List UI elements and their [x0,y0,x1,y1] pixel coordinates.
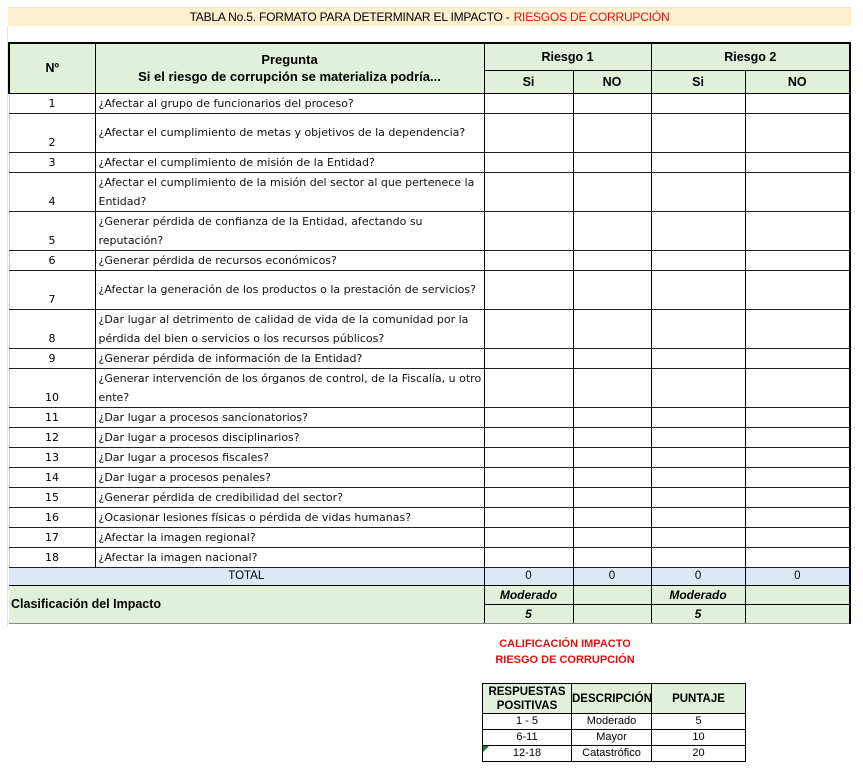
risk-2-yes-cell[interactable] [651,152,745,172]
risk-1-no-classification-empty [573,585,651,604]
question-number: 12 [9,427,95,447]
risk-1-yes-cell[interactable] [484,368,573,407]
risk-2-no-cell[interactable] [745,152,850,172]
risk-1-no-cell[interactable] [573,211,651,250]
question-row [9,467,850,487]
question-row [9,211,850,250]
calificacion-title-line-1: CALIFICACIÓN IMPACTO [499,638,631,650]
question-text: ¿Dar lugar a procesos penales? [95,467,484,487]
question-text: ¿Generar pérdida de información de la Entidad? [95,348,484,368]
risk-1-no-cell[interactable] [573,152,651,172]
risk-2-no-cell[interactable] [745,250,850,270]
risk-1-no-cell[interactable] [573,507,651,527]
calificacion-body [483,714,746,762]
cal-score: 5 [652,714,746,730]
question-number: 7 [9,270,95,309]
risk-1-no-cell[interactable] [573,309,651,348]
question-number: 9 [9,348,95,368]
risk-1-yes-cell[interactable] [484,172,573,211]
cal-score: 10 [652,730,746,746]
risk-2-yes-cell[interactable] [651,211,745,250]
risk-2-no-cell[interactable] [745,309,850,348]
question-row [9,407,850,427]
risk-2-yes-cell[interactable] [651,427,745,447]
table-title-banner [8,7,851,26]
column-header-risk-1: Riesgo 1 [484,43,651,70]
question-row [9,348,850,368]
risk-1-yes-cell[interactable] [484,547,573,567]
question-text: ¿Afectar el cumplimiento de la misión del sector al que pertenece la Entidad? [95,172,484,211]
risk-2-no-cell[interactable] [745,407,850,427]
question-number: 8 [9,309,95,348]
risk-2-classification-level: Moderado [651,585,745,604]
cal-range: 12-18 [483,746,572,762]
question-row [9,250,850,270]
total-row [9,567,850,585]
risk-2-yes-cell[interactable] [651,467,745,487]
question-text: ¿Dar lugar a procesos sancionatorios? [95,407,484,427]
risk-1-yes-cell[interactable] [484,93,573,113]
risk-1-yes-header: Si [484,70,573,93]
risk-2-no-cell[interactable] [745,427,850,447]
risk-1-yes-cell[interactable] [484,467,573,487]
risk-1-no-cell[interactable] [573,348,651,368]
risk-1-no-cell[interactable] [573,93,651,113]
risk-2-no-cell[interactable] [745,211,850,250]
cal-header-score: PUNTAJE [652,684,746,714]
risk-2-yes-cell[interactable] [651,348,745,368]
question-text: ¿Generar pérdida de credibilidad del sector? [95,487,484,507]
risk-1-no-cell[interactable] [573,467,651,487]
risk-1-no-cell[interactable] [573,427,651,447]
question-text: ¿Afectar el cumplimiento de metas y objetivos de la dependencia? [95,113,484,152]
question-text: ¿Afectar al grupo de funcionarios del proceso? [95,93,484,113]
risk-1-no-header: NO [573,70,651,93]
question-text: ¿Afectar la generación de los productos o la prestación de servicios? [95,270,484,309]
cal-score: 20 [652,746,746,762]
risk-2-no-cell[interactable] [745,93,850,113]
classification-level-row [9,585,850,604]
risk-2-no-cell[interactable] [745,270,850,309]
risk-2-no-cell[interactable] [745,467,850,487]
risk-2-yes-cell[interactable] [651,527,745,547]
question-text: ¿Dar lugar a procesos fiscales? [95,447,484,467]
risk-1-no-cell[interactable] [573,172,651,211]
risk-1-no-cell[interactable] [573,447,651,467]
risk-1-yes-cell[interactable] [484,113,573,152]
classification-label: Clasificación del Impacto [9,585,484,623]
question-row [9,93,850,113]
question-number: 1 [9,93,95,113]
question-number: 11 [9,407,95,427]
question-row [9,152,850,172]
risk-2-no-cell[interactable] [745,487,850,507]
risk-2-yes-cell[interactable] [651,407,745,427]
risk-1-no-cell[interactable] [573,368,651,407]
risk-1-classification-level: Moderado [484,585,573,604]
calificacion-impacto-table [482,683,746,762]
risk-2-yes-cell[interactable] [651,447,745,467]
questions-body [9,93,850,567]
question-row [9,527,850,547]
risk-2-yes-cell[interactable] [651,507,745,527]
cal-description: Mayor [572,730,652,746]
question-text: ¿Dar lugar al detrimento de calidad de vida de la comunidad por la pérdida del bien o servicios o los recursos públicos? [95,309,484,348]
risk-1-yes-cell[interactable] [484,348,573,368]
cal-description: Catastrófico [572,746,652,762]
question-row [9,427,850,447]
risk-1-yes-cell[interactable] [484,447,573,467]
calificacion-row [483,730,746,746]
question-row [9,487,850,507]
question-text: ¿Generar pérdida de recursos económicos? [95,250,484,270]
risk-1-yes-cell[interactable] [484,527,573,547]
question-row [9,270,850,309]
question-row [9,368,850,407]
risk-1-no-cell[interactable] [573,527,651,547]
risk-2-yes-cell[interactable] [651,270,745,309]
risk-2-classification-score: 5 [651,604,745,623]
risk-2-no-cell[interactable] [745,447,850,467]
risk-1-yes-cell[interactable] [484,407,573,427]
question-number: 3 [9,152,95,172]
question-text: ¿Generar pérdida de confianza de la Entidad, afectando su reputación? [95,211,484,250]
risk-2-yes-cell[interactable] [651,368,745,407]
risk-2-yes-cell[interactable] [651,547,745,567]
question-number: 2 [9,113,95,152]
cal-header-description: DESCRIPCIÓN [572,684,652,714]
question-number: 13 [9,447,95,467]
risk-2-yes-cell[interactable] [651,487,745,507]
risk-2-no-cell[interactable] [745,172,850,211]
risk-1-yes-cell[interactable] [484,487,573,507]
column-header-number: Nº [9,43,95,93]
risk-2-no-classification-empty [745,585,850,604]
cal-range: 1 - 5 [483,714,572,730]
impact-questionnaire-table [8,42,851,624]
column-header-risk-2: Riesgo 2 [651,43,850,70]
calificacion-title [470,636,660,668]
risk-1-no-score-empty [573,604,651,623]
question-row [9,309,850,348]
question-number: 14 [9,467,95,487]
risk-1-yes-cell[interactable] [484,309,573,348]
risk-2-no-header: NO [745,70,850,93]
risk-2-yes-cell[interactable] [651,113,745,152]
question-number: 4 [9,172,95,211]
risk-1-yes-cell[interactable] [484,427,573,447]
risk-2-yes-cell[interactable] [651,250,745,270]
calificacion-title-line-2: RIESGO DE CORRUPCIÓN [495,654,635,666]
question-row [9,507,850,527]
title-highlight: RIESGOS DE CORRUPCIÓN [513,10,670,24]
cal-range: 6-11 [483,730,572,746]
risk-1-yes-cell[interactable] [484,250,573,270]
total-risk-2-yes: 0 [651,567,745,585]
risk-2-yes-header: Si [651,70,745,93]
risk-1-no-cell[interactable] [573,250,651,270]
question-header-title: Pregunta [261,52,318,68]
risk-2-no-cell[interactable] [745,348,850,368]
title-text: TABLA No.5. FORMATO PARA DETERMINAR EL IMPACTO - [189,10,510,24]
question-text: ¿Ocasionar lesiones físicas o pérdida de vidas humanas? [95,507,484,527]
risk-2-yes-cell[interactable] [651,309,745,348]
risk-1-no-cell[interactable] [573,547,651,567]
total-label: TOTAL [9,567,484,585]
risk-1-no-cell[interactable] [573,407,651,427]
question-number: 18 [9,547,95,567]
risk-1-yes-cell[interactable] [484,507,573,527]
calificacion-row [483,746,746,762]
column-header-question [95,43,484,93]
risk-2-no-cell[interactable] [745,368,850,407]
risk-1-no-cell[interactable] [573,487,651,507]
risk-2-yes-cell[interactable] [651,172,745,211]
question-number: 6 [9,250,95,270]
question-row [9,172,850,211]
risk-2-yes-cell[interactable] [651,93,745,113]
question-number: 15 [9,487,95,507]
question-text: ¿Afectar el cumplimiento de misión de la Entidad? [95,152,484,172]
total-risk-1-no: 0 [573,567,651,585]
risk-2-no-cell[interactable] [745,113,850,152]
question-number: 10 [9,368,95,407]
question-row [9,113,850,152]
cal-header-positive-responses: RESPUESTAS POSITIVAS [483,684,572,714]
question-row [9,447,850,467]
question-number: 5 [9,211,95,250]
cal-description: Moderado [572,714,652,730]
risk-2-no-score-empty [745,604,850,623]
question-text: ¿Dar lugar a procesos disciplinarios? [95,427,484,447]
total-risk-2-no: 0 [745,567,850,585]
risk-1-no-cell[interactable] [573,270,651,309]
risk-1-yes-cell[interactable] [484,211,573,250]
calificacion-row [483,714,746,730]
risk-1-classification-score: 5 [484,604,573,623]
risk-1-yes-cell[interactable] [484,270,573,309]
total-risk-1-yes: 0 [484,567,573,585]
risk-2-no-cell[interactable] [745,507,850,527]
question-text: ¿Afectar la imagen nacional? [95,547,484,567]
question-row [9,547,850,567]
risk-2-no-cell[interactable] [745,527,850,547]
question-number: 17 [9,527,95,547]
risk-2-no-cell[interactable] [745,547,850,567]
question-text: ¿Generar intervención de los órganos de control, de la Fiscalía, u otro ente? [95,368,484,407]
question-number: 16 [9,507,95,527]
question-text: ¿Afectar la imagen regional? [95,527,484,547]
cell-comment-indicator-icon [483,746,489,752]
risk-1-no-cell[interactable] [573,113,651,152]
question-header-subtitle: Si el riesgo de corrupción se materializa podría... [138,69,441,85]
risk-1-yes-cell[interactable] [484,152,573,172]
